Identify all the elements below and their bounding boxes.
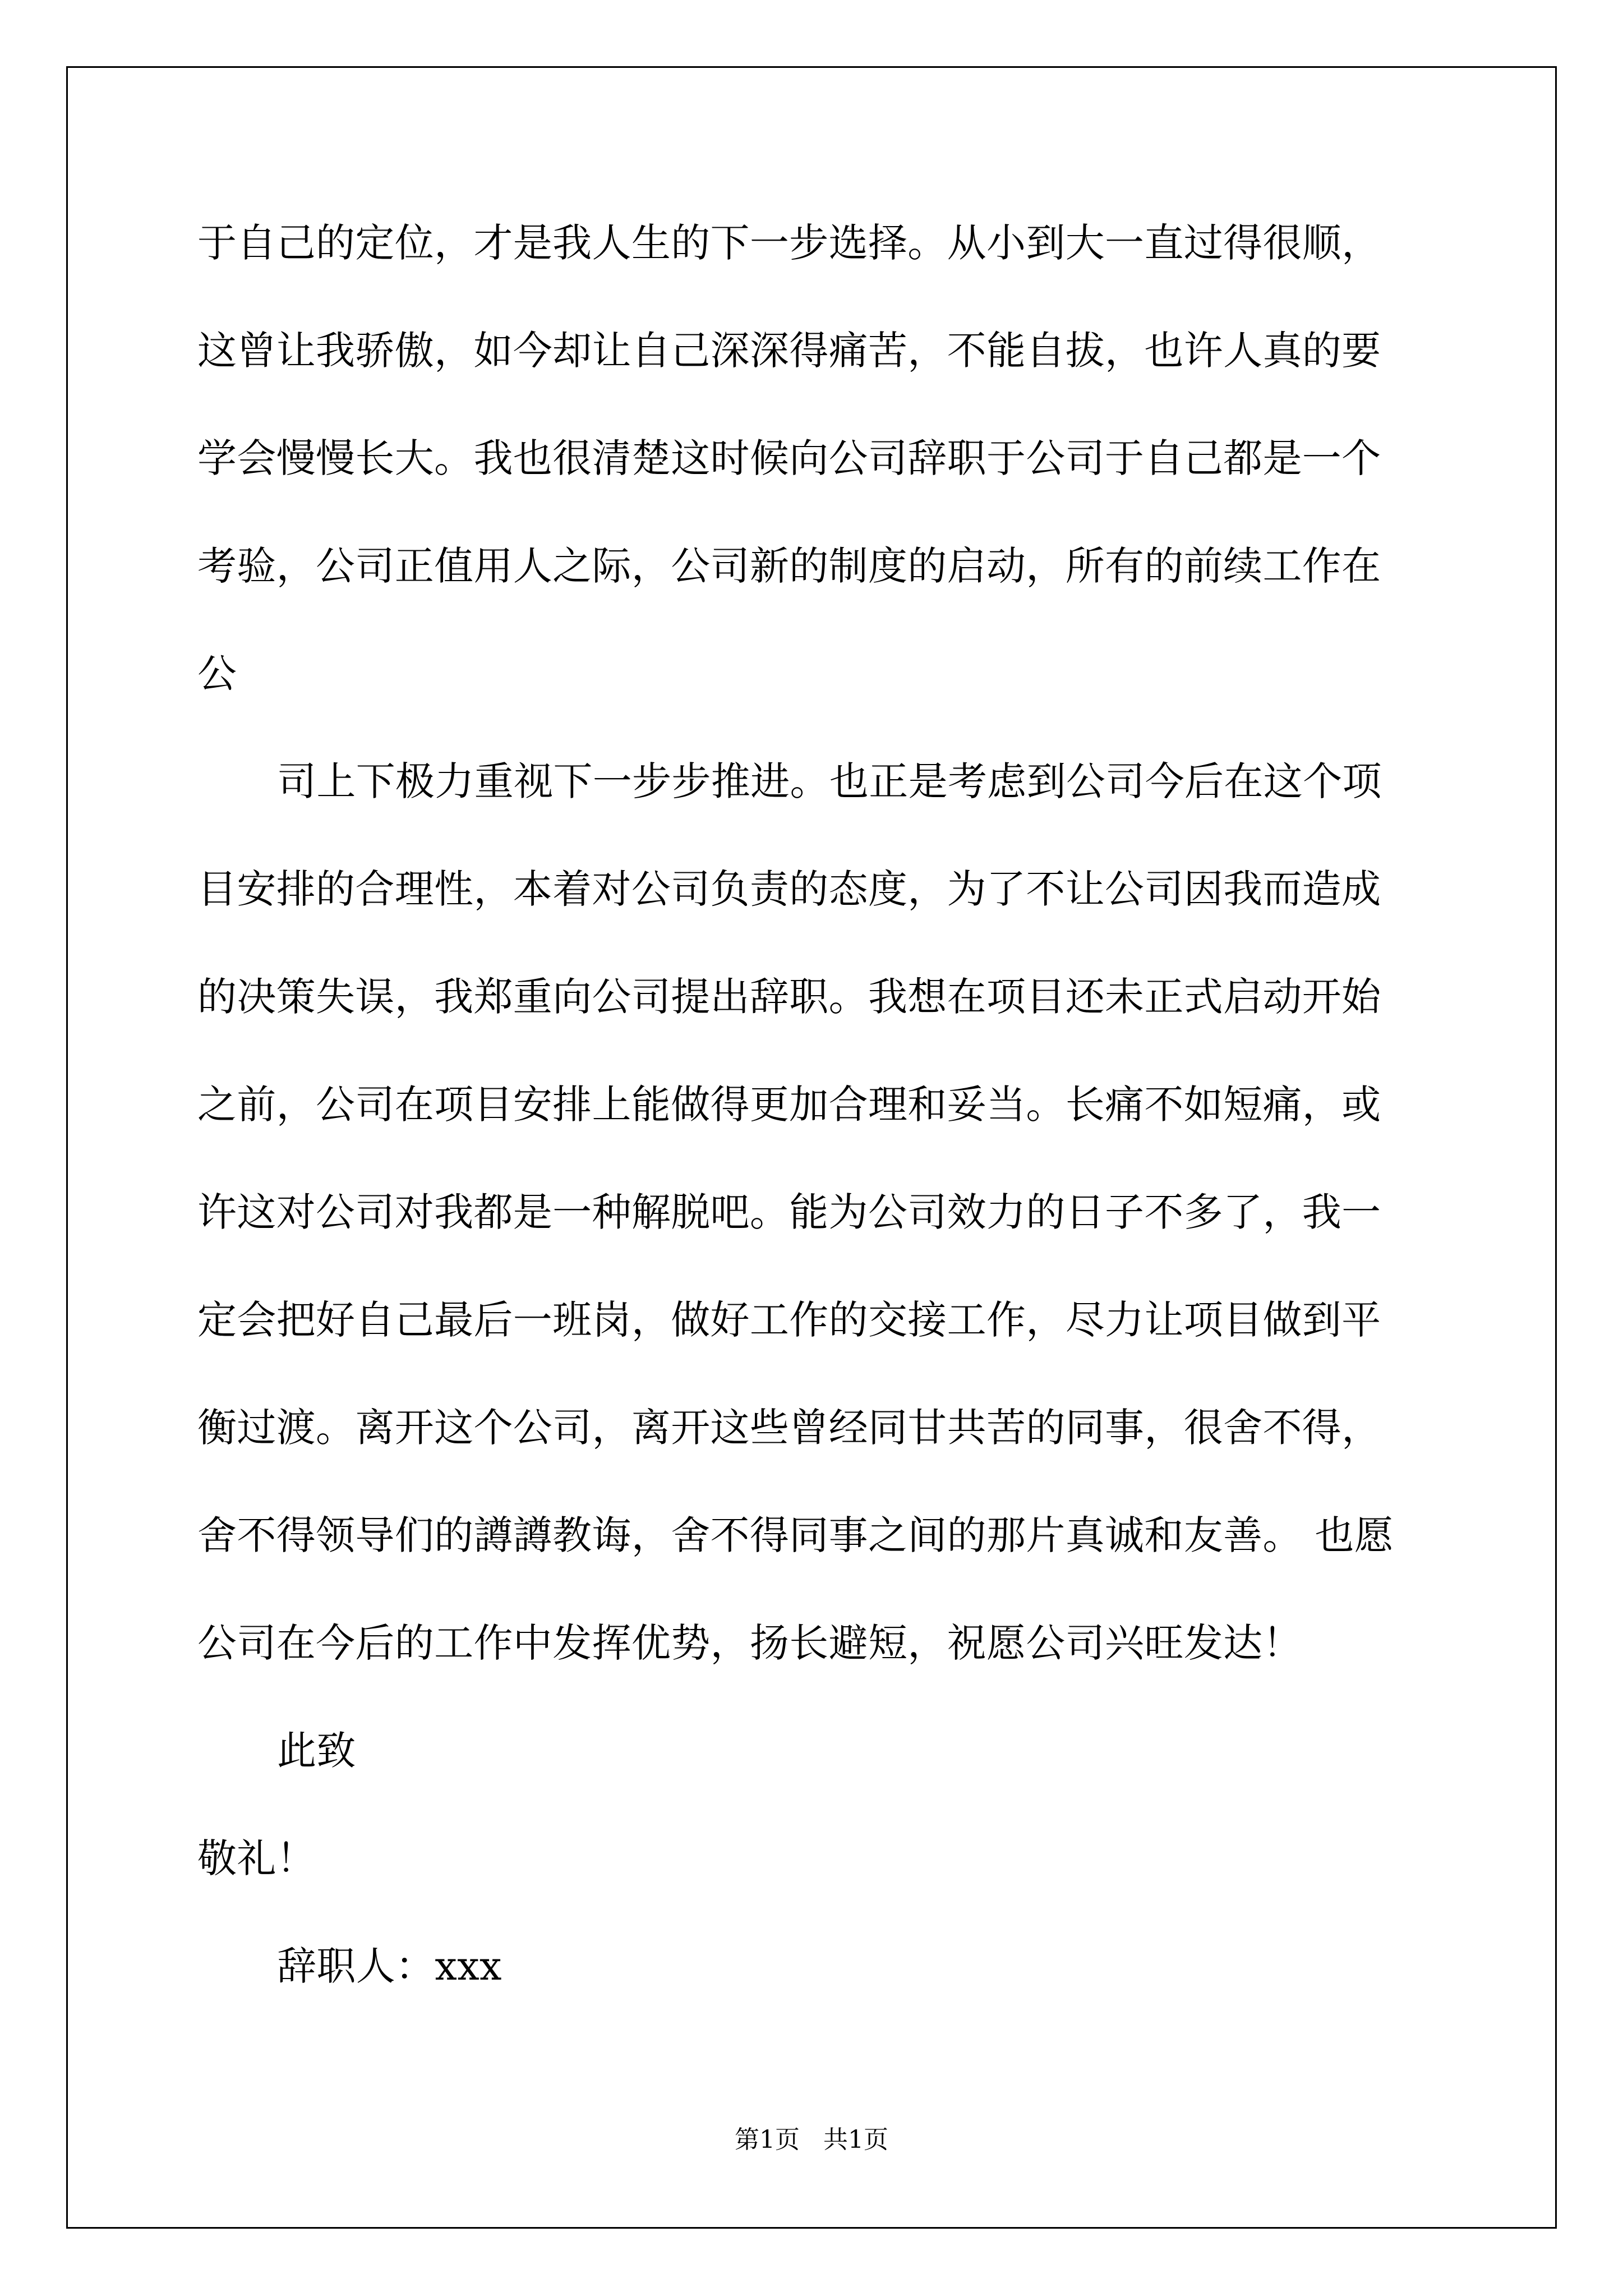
- page-border: [66, 66, 1557, 2229]
- body-line: 的决策失误，我郑重向公司提出辞职。我想在项目还未正式启动开始: [197, 974, 1381, 1020]
- body-line: 司上下极力重视下一步步推进。也正是考虑到公司今后在这个项: [277, 758, 1382, 804]
- body-line: 衡过渡。离开这个公司，离开这些曾经同甘共苦的同事，很舍不得，: [197, 1405, 1381, 1451]
- page-number-footer: 第1页 共1页: [735, 2125, 888, 2154]
- body-line: 公: [197, 651, 237, 697]
- body-line: 许这对公司对我都是一种解脱吧。能为公司效力的日子不多了，我一: [197, 1189, 1381, 1235]
- body-line: 学会慢慢长大。我也很清楚这时候向公司辞职于公司于自己都是一个: [197, 435, 1381, 481]
- body-line: 考验，公司正值用人之际，公司新的制度的启动，所有的前续工作在: [197, 543, 1381, 589]
- closing-salutation: 此致: [277, 1728, 356, 1774]
- body-line: 目安排的合理性，本着对公司负责的态度，为了不让公司因我而造成: [197, 866, 1381, 912]
- body-line: 定会把好自己最后一班岗，做好工作的交接工作，尽力让项目做到平: [197, 1297, 1381, 1343]
- body-line: 这曾让我骄傲，如今却让自己深深得痛苦，不能自拔，也许人真的要: [197, 328, 1381, 374]
- signature-line: 辞职人：xxx: [277, 1943, 502, 1989]
- body-line: 舍不得领导们的譐譐教诲，舍不得同事之间的那片真诚和友善。 也愿: [197, 1512, 1394, 1558]
- body-line: 之前，公司在项目安排上能做得更加合理和妥当。长痛不如短痛，或: [197, 1082, 1381, 1128]
- body-line: 公司在今后的工作中发挥优势，扬长避短，祝愿公司兴旺发达！: [197, 1620, 1302, 1666]
- body-line: 于自己的定位，才是我人生的下一步选择。从小到大一直过得很顺，: [197, 220, 1381, 266]
- closing-respect: 敬礼！: [197, 1835, 316, 1881]
